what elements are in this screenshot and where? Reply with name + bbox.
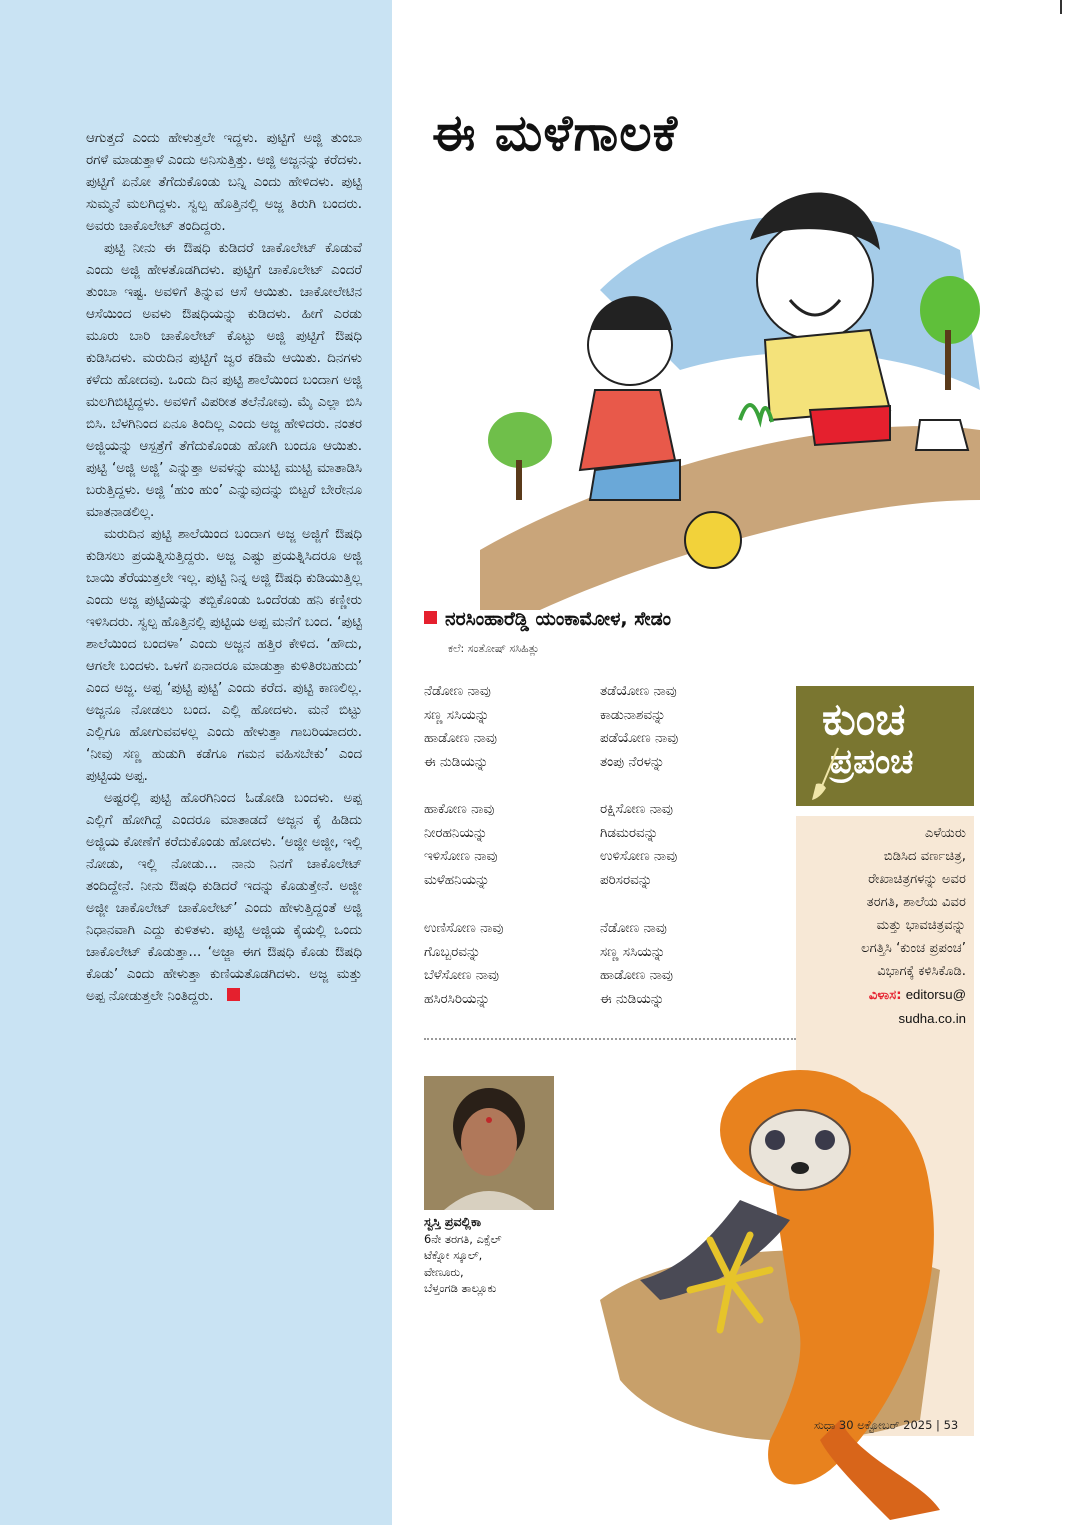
story-paragraph: ಮರುದಿನ ಪುಟ್ಟಿ ಶಾಲೆಯಿಂದ ಬಂದಾಗ ಅಜ್ಜ ಅಜ್ಜಿಗೆ ಔಷಧಿ ಕುಡಿಸಲು ಪ್ರಯತ್ನಿಸುತ್ತಿದ್ದರು. ಅಜ್ಜ ಎಷ್ಟು ಪ್ರಯತ್ನಿಸಿದರೂ ಅಜ್ಜಿ ಬಾಯಿ ತೆರೆಯುತ್ತಲೇ ಇಲ್ಲ. ಪುಟ್ಟಿ ನಿನ್ನ ಅಜ್ಜಿ ಔಷಧಿ ಕುಡಿಯುತ್ತಿಲ್ಲ ಎಂದು ಅಜ್ಜ ಪುಟ್ಟಿಯನ್ನು ತಬ್ಬಿಕೊಂಡು ಒಂದೆರಡು ಹನಿ ಕಣ್ಣೀರು ಇಳಿಸಿದರು. ಸ್ವಲ್ಪ ಹೊತ್ತಿನಲ್ಲಿ ಪುಟ್ಟಿಯ ಅಪ್ಪ ಮನೆಗೆ ಬಂದ. ‘ಪುಟ್ಟಿ ಶಾಲೆಯಿಂದ ಬಂದಳಾ’ ಎಂದು ಅಜ್ಜನ ಹತ್ತಿರ ಕೇಳಿದ. ‘ಹೌದು, ಆಗಲೇ ಬಂದಳು. ಒಳಗೆ ಏನಾದರೂ ಮಾಡುತ್ತಾ ಕುಳಿತಿರಬಹುದು’ ಎಂದ ಅಜ್ಜ. ಅಪ್ಪ ‘ಪುಟ್ಟಿ ಪುಟ್ಟಿ’ ಎಂದು ಕರೆದ. ಪುಟ್ಟಿ ಕಾಣಲಿಲ್ಲ. ಅಜ್ಜನೂ ನೋಡಲು ಬಂದ. ಎಲ್ಲಿ ಹೋದಳು. ಮನೆ ಬಿಟ್ಟು ಎಲ್ಲಿಗೂ ಹೋಗುವವಳಲ್ಲ ಎಂದು ಹೇಳುತ್ತಾ ಗಾಬರಿಯಾದರು. ‘ನೀವು ಸಣ್ಣ ಹುಡುಗಿ ಕಡೆಗೂ ಗಮನ ವಹಿಸಬೇಕು’ ಎಂದ ಪುಟ್ಟಿಯ ಅಪ್ಪ. (86, 527, 362, 784)
submission-info (796, 822, 966, 1030)
poem-author (424, 608, 671, 630)
end-of-story-mark (227, 988, 240, 1001)
info-line: ರೇಖಾಚಿತ್ರಗಳನ್ನು ಅವರ (868, 872, 966, 887)
poem-line: ಈ ನುಡಿಯನ್ನು (424, 753, 489, 770)
poem-line: ಪರಿಸರವನ್ನು (600, 871, 653, 888)
cartoon-illustration (420, 170, 1000, 610)
poem-line: ನೆಡೋಣ ನಾವು (600, 920, 667, 936)
info-line: ಬಿಡಿಸಿದ ವರ್ಣಚಿತ್ರ, (883, 849, 966, 864)
kuncha-prapancha-logo (796, 686, 974, 806)
poem-stanza (424, 798, 497, 892)
info-line: ಮತ್ತು ಭಾವಚಿತ್ರವನ್ನು (876, 918, 966, 933)
poem-line: ಗಿಡಮರವನ್ನು (600, 824, 659, 841)
story-paragraph (86, 788, 362, 1008)
footer-publication: ಸುಧಾ 30 ಅಕ್ಟೋಬರ್ 2025 (814, 1418, 933, 1432)
student-class: 6ನೇ ತರಗತಿ, ಎಕ್ಸೆಲ್ (424, 1231, 502, 1246)
poem-line: ಉಣಿಸೋಣ ನಾವು (424, 920, 504, 936)
address-label: ವಿಳಾಸ: (868, 988, 902, 1003)
poem-line: ತಂಪು ನೆರಳನ್ನು (600, 753, 665, 770)
poem-stanza (600, 917, 673, 1011)
story-text (86, 128, 362, 1008)
email-address-part-1: editorsu@ (905, 987, 966, 1002)
poem-line: ಪಡೆಯೋಣ ನಾವು (600, 730, 679, 746)
poem-line: ಹಾಕೋಣ ನಾವು (424, 801, 495, 817)
student-school: ಟೆಕ್ನೋ ಸ್ಕೂಲ್, (424, 1248, 483, 1262)
poem-stanza (424, 917, 503, 1011)
poem-line: ಈ ನುಡಿಯನ್ನು (600, 990, 665, 1007)
poem-line: ಹಸಿರಸಿರಿಯನ್ನು (424, 990, 491, 1007)
poem-stanza (424, 680, 497, 774)
info-line: ಎಳೆಯರು (924, 826, 966, 841)
poem-stanza (600, 798, 677, 892)
student-portrait-image (424, 1076, 554, 1210)
author-name: ನರಸಿಂಹಾರೆಡ್ಡಿ ಯಂಕಾಮೋಳ, ಸೇಡಂ (445, 608, 672, 630)
poem-line: ಬೆಳೆಸೋಣ ನಾವು (424, 967, 499, 983)
student-town: ವೇಣೂರು, (424, 1264, 464, 1279)
info-line: ಲಗತ್ತಿಸಿ ‘ಕುಂಚ ಪ್ರಪಂಚ’ (861, 941, 966, 956)
poem-line: ಹಾಡೋಣ ನಾವು (424, 730, 497, 746)
art-credit: ಕಲೆ: ಸಂತೋಷ್ ಸಸಿಹಿತ್ಲು (448, 642, 540, 655)
story-paragraph: ಆಗುತ್ತದೆ ಎಂದು ಹೇಳುತ್ತಲೇ ಇದ್ದಳು. ಪುಟ್ಟಿಗೆ ಅಜ್ಜಿ ತುಂಬಾ ರಗಳೆ ಮಾಡುತ್ತಾಳೆ ಎಂದು ಅನಿಸುತ್ತಿತ್ತು. ಅಜ್ಜಿ ಅಜ್ಜನನ್ನು ಕರೆದಳು. ಪುಟ್ಟಿಗೆ ಏನೋ ತೆಗೆದುಕೊಂಡು ಬನ್ನಿ ಎಂದು ಹೇಳಿದಳು. ಪುಟ್ಟಿ ಸುಮ್ಮನೆ ಮಲಗಿದ್ದಳು. ಸ್ವಲ್ಪ ಹೊತ್ತಿನಲ್ಲಿ ಅಜ್ಜ ತಿರುಗಿ ಬಂದರು. ಅವರು ಚಾಕೊಲೇಟ್ ತಂದಿದ್ದರು. (86, 131, 362, 234)
story-paragraph: ಪುಟ್ಟಿ ನೀನು ಈ ಔಷಧಿ ಕುಡಿದರೆ ಚಾಕೊಲೇಟ್ ಕೊಡುವೆ ಎಂದು ಅಜ್ಜಿ ಹೇಳತೊಡಗಿದಳು. ಪುಟ್ಟಿಗೆ ಚಾಕೊಲೇಟ್ ಎಂದರೆ ತುಂಬಾ ಇಷ್ಟ. ಅವಳಿಗೆ ತಿನ್ನುವ ಆಸೆ ಆಯಿತು. ಚಾಕೋಲೇಟಿನ ಆಸೆಯಿಂದ ಅವಳು ಔಷಧಿಯನ್ನು ಕುಡಿದಳು. ಹೀಗೆ ಎರಡು ಮೂರು ಬಾರಿ ಚಾಕೊಲೇಟ್ ಕೊಟ್ಟು ಅಜ್ಜಿ ಪುಟ್ಟಿಗೆ ಔಷಧಿ ಕುಡಿಸಿದಳು. ಮರುದಿನ ಪುಟ್ಟಿಗೆ ಜ್ವರ ಕಡಿಮೆ ಆಯಿತು. ದಿನಗಳು ಕಳೆದು ಹೋದವು. ಒಂದು ದಿನ ಪುಟ್ಟಿ ಶಾಲೆಯಿಂದ ಬಂದಾಗ ಅಜ್ಜಿ ಮಲಗಿಬಿಟ್ಟಿದ್ದಳು. ಅವಳಿಗೆ ವಿಪರೀತ ತಲೆನೋವು. ಮೈ ಎಲ್ಲಾ ಬಿಸಿ ಬಿಸಿ. ಬೆಳಗಿನಿಂದ ಏನೂ ತಿಂದಿಲ್ಲ ಎಂದು ಅಜ್ಜ ಹೇಳಿದರು. ನಂತರ ಅಜ್ಜಿಯನ್ನು ಆಸ್ಪತ್ರೆಗೆ ತೆಗೆದುಕೊಂಡು ಹೋಗಿ ಬಂದೂ ಆಯಿತು. ಪುಟ್ಟಿ ‘ಅಜ್ಜಿ ಅಜ್ಜಿ’ ಎನ್ನುತ್ತಾ ಅವಳನ್ನು ಮುಟ್ಟಿ ಮುಟ್ಟಿ ಮಾತಾಡಿಸಿ ಬರುತ್ತಿದ್ದಳು. ಅಜ್ಜಿ ‘ಹುಂ ಹುಂ’ ಎನ್ನುವುದನ್ನು ಬಿಟ್ಟರೆ ಬೇರೇನೂ ಮಾತನಾಡಲಿಲ್ಲ. (86, 241, 362, 520)
poem-line: ಮಳೆಹನಿಯನ್ನು (424, 871, 490, 888)
story-last-paragraph-text: ಅಷ್ಟರಲ್ಲಿ ಪುಟ್ಟಿ ಹೊರಗಿನಿಂದ ಓಡೋಡಿ ಬಂದಳು. ಅಪ್ಪ ಎಲ್ಲಿಗೆ ಹೋಗಿದ್ದೆ ಎಂದರೂ ಮಾತಾಡದೆ ಅಜ್ಜನ ಕೈ ಹಿಡಿದು ಅಜ್ಜಿಯ ಕೋಣೆಗೆ ಕರೆದುಕೊಂಡು ಹೋದಳು. ‘ಅಜ್ಜೀ ಅಜ್ಜೀ, ಇಲ್ಲಿ ನೋಡು, ಇಲ್ಲಿ ನೋಡು... ನಾನು ನಿನಗೆ ಚಾಕೊಲೇಟ್ ತಂದಿದ್ದೇನೆ. ನೀನು ಔಷಧಿ ಕುಡಿದರೆ ಇದನ್ನು ಕೊಡುತ್ತೇನೆ. ಅಜ್ಜೀ ಅಜ್ಜೀ ಚಾಕೊಲೇಟ್ ಚಾಕೊಲೇಟ್’ ಎಂದು ಹೇಳುತ್ತಿದ್ದಂತೆ ಅಜ್ಜಿ ನಿಧಾನವಾಗಿ ಎದ್ದು ಕುಳಿತಳು. ಪುಟ್ಟಿ ಅಜ್ಜಿಯ ಕೈಯಲ್ಲಿ ಒಂದು ಚಾಕೊಲೇಟ್ ಕೊಡುತ್ತಾ... ‘ಅಜ್ಜಾ ಈಗ ಔಷಧಿ ಕೊಡು ಔಷಧಿ ಕೊಡು’ ಎಂದು ಹೇಳುತ್ತಾ ಕುಣಿಯತೊಡಗಿದಳು. ಅಜ್ಜ ಮತ್ತು ಅಪ್ಪ ನೋಡುತ್ತಲೇ ನಿಂತಿದ್ದರು. (86, 791, 362, 1004)
student-name: ಸ್ವಸ್ತಿ ಪ್ರವಲ್ಲಿಕಾ (424, 1214, 482, 1229)
poem-line: ನೀರಹನಿಯನ್ನು (424, 824, 488, 841)
paintbrush-icon (808, 746, 848, 802)
page-number: 53 (943, 1418, 959, 1432)
poem-line: ರಕ್ಷಿಸೋಣ ನಾವು (600, 801, 673, 817)
poem-line: ಗೊಬ್ಬರವನ್ನು (424, 943, 481, 960)
red-panda-painting (560, 1040, 980, 1520)
poem-line: ಹಾಡೋಣ ನಾವು (600, 967, 673, 983)
poem-line: ಕಾಡುನಾಶವನ್ನು (600, 706, 666, 723)
email-address-part-2: sudha.co.in (898, 1011, 966, 1026)
poem-line: ಸಣ್ಣ ಸಸಿಯನ್ನು (424, 706, 490, 723)
poem-line: ಸಣ್ಣ ಸಸಿಯನ್ನು (600, 943, 666, 960)
poem-line: ಉಳಿಸೋಣ ನಾವು (600, 848, 678, 864)
logo-line-2: ಪ್ರಪಂಚ (830, 742, 914, 782)
info-line: ತರಗತಿ, ಶಾಲೆಯ ವಿವರ (866, 895, 966, 910)
page-footer: ಸುಧಾ 30 ಅಕ್ಟೋಬರ್ 2025 | 53 (814, 1418, 959, 1432)
student-taluk: ಬೆಳ್ತಂಗಡಿ ತಾಲ್ಲೂಕು (424, 1281, 497, 1295)
poem-line: ನೆಡೋಣ ನಾವು (424, 683, 491, 699)
student-details (424, 1214, 502, 1297)
logo-line-1: ಕುಂಚ (822, 694, 906, 745)
byline-marker (424, 611, 437, 624)
poem-line: ಇಳಿಸೋಣ ನಾವು (424, 848, 498, 864)
poem-stanza (600, 680, 678, 774)
student-photo (424, 1076, 554, 1210)
poem-line: ತಡೆಯೋಣ ನಾವು (600, 683, 677, 699)
info-line: ವಿಭಾಗಕ್ಕೆ ಕಳಿಸಿಕೊಡಿ. (877, 964, 966, 979)
address-line (796, 983, 966, 1007)
crop-mark (1060, 0, 1062, 14)
poem-title: ಈ ಮಳೆಗಾಲಕೆ (432, 104, 679, 162)
